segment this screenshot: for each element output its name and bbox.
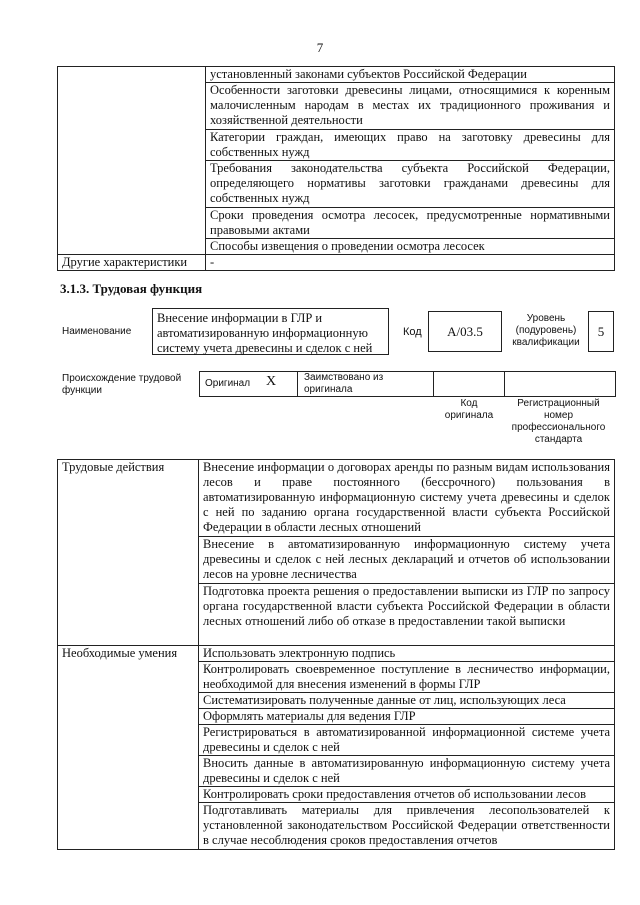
original-mark: X: [266, 374, 277, 389]
knowledge-item: установленный законами субъектов Российской Федерации: [206, 67, 615, 83]
characteristics-table: [57, 66, 615, 271]
knowledge-item: Сроки проведения осмотра лесосек, предусмотренные нормативными правовыми актами: [206, 208, 615, 239]
origin-divider: [433, 371, 434, 397]
borrowed-label: Заимствовано из оригинала: [304, 372, 384, 395]
level-label: Уровень (подуровень) квалификации: [512, 313, 580, 348]
actions-label: Трудовые действия: [58, 460, 199, 646]
labor-actions-table: [57, 459, 615, 850]
skills-label: Необходимые умения: [58, 646, 199, 850]
origin-divider: [297, 371, 298, 397]
function-name-box: Внесение информации в ГЛР и автоматизированную информационную систему учета древесины и сделок с ней: [152, 308, 389, 355]
knowledge-item: Особенности заготовки древесины лицами, относящимися к коренным малочисленным народам в местах их традиционного проживания и хозяйственной деятельности: [206, 83, 615, 130]
reg-caption: Регистрационный номер профессионального стандарта: [511, 398, 606, 445]
page-number: 7: [316, 40, 324, 55]
original-label: Оригинал: [205, 378, 251, 389]
skill-item: Систематизировать полученные данные от лиц, использующих леса: [199, 693, 615, 709]
action-item: Подготовка проекта решения о предоставлении выписки из ГЛР по запросу органа государственной власти субъекта Российской Федерации в области лесных отношений либо об отказе в предоставлении такой выписки: [199, 584, 615, 646]
other-characteristics-label: Другие характеристики: [58, 255, 206, 271]
level-value-box: 5: [588, 311, 614, 352]
other-characteristics-value: -: [206, 255, 615, 271]
empty-label-cell: [58, 67, 206, 255]
origin-divider: [504, 371, 505, 397]
code-label: Код: [403, 326, 422, 338]
skill-item: Оформлять материалы для ведения ГЛР: [199, 709, 615, 725]
skill-item: Подготавливать материалы для привлечения лесопользователей к установленной законодательством Российской Федерации ответственности в случае несоблюдения сроков предоставления отчетов: [199, 803, 615, 850]
action-item: Внесение в автоматизированную информационную систему учета древесины и сделок с ней лесных деклараций и отчетов об использовании лесов на уровне лесничества: [199, 537, 615, 584]
skill-item: Контролировать своевременное поступление в лесничество информации, необходимой для внесения изменений в формы ГЛР: [199, 662, 615, 693]
origin-label: Происхождение трудовой функции: [62, 373, 182, 396]
section-title: 3.1.3. Трудовая функция: [60, 281, 203, 296]
skill-item: Вносить данные в автоматизированную информационную систему учета древесины и сделок с ней: [199, 756, 615, 787]
code-caption: Код оригинала: [444, 398, 494, 421]
function-code-box: A/03.5: [428, 311, 502, 352]
knowledge-item: Требования законодательства субъекта Российской Федерации, определяющего нормативы заготовки гражданами древесины для собственных нужд: [206, 161, 615, 208]
skill-item: Использовать электронную подпись: [199, 646, 615, 662]
action-item: Внесение информации о договорах аренды по разным видам использования лесов и праве постоянного (бессрочного) пользования в автоматизированную информационную систему учета древесины и сделок с ней по заданию органа государственной власти субъекта Российской Федерации в области лесных отношений: [199, 460, 615, 537]
knowledge-item: Способы извещения о проведении осмотра лесосек: [206, 239, 615, 255]
knowledge-item: Категории граждан, имеющих право на заготовку древесины для собственных нужд: [206, 130, 615, 161]
name-label: Наименование: [62, 326, 132, 337]
skill-item: Контролировать сроки предоставления отчетов об использовании лесов: [199, 787, 615, 803]
skill-item: Регистрироваться в автоматизированной информационной системе учета древесины и сделок с ней: [199, 725, 615, 756]
